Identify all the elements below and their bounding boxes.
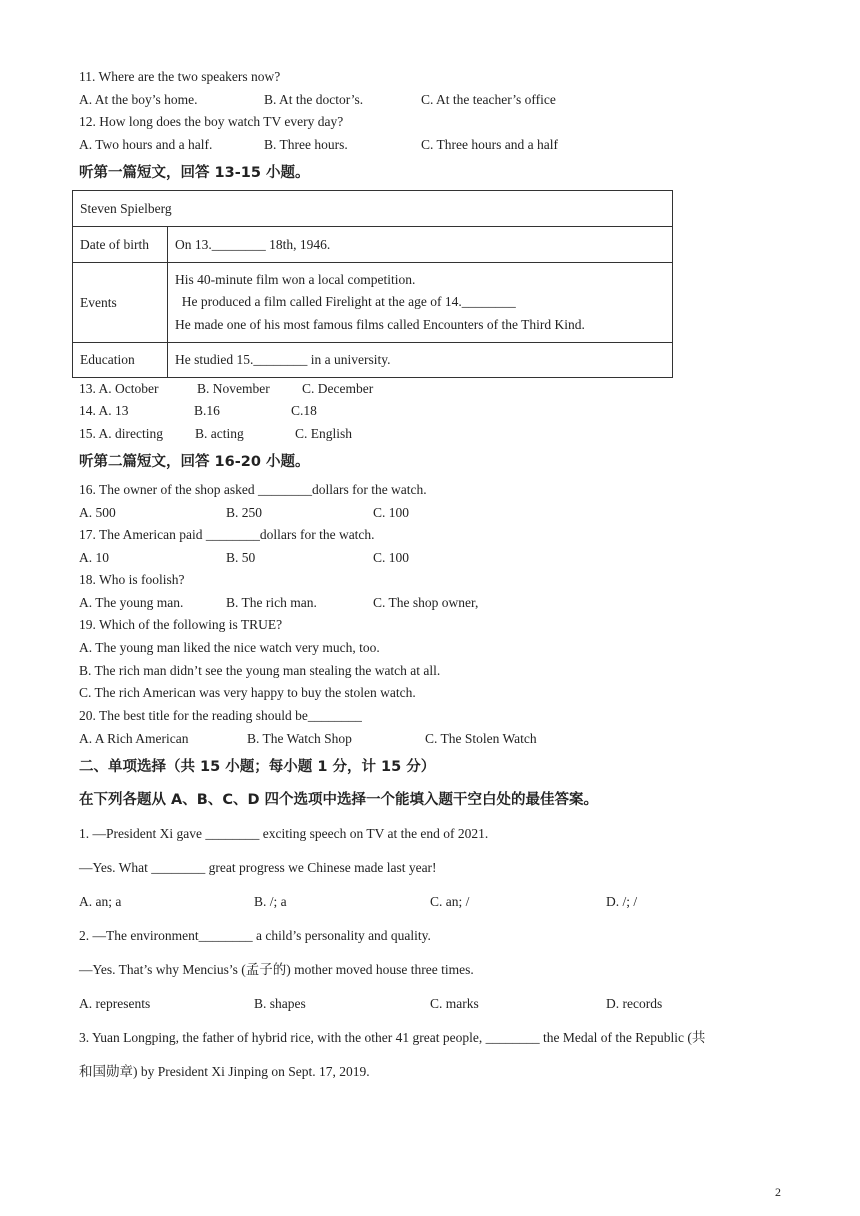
q16-option-c: C. 100: [373, 505, 410, 520]
table-row-content: On 13.________ 18th, 1946.: [168, 227, 673, 263]
table-row-label: Events: [73, 263, 168, 343]
table-title: Steven Spielberg: [73, 191, 673, 227]
q16-option-b: B. 250: [226, 505, 263, 520]
section-2-title: 二、单项选择（共 15 小题；每小题 1 分，计 15 分）: [79, 759, 436, 775]
s2-q3-line2: 和国勋章) by President Xi Jinping on Sept. 17, 2019.: [79, 1064, 370, 1079]
q18-option-c: C. The shop owner,: [373, 595, 479, 610]
s2-q2-option-c: C. marks: [430, 996, 479, 1011]
q17-option-a: A. 10: [79, 550, 109, 565]
q14-option-b: B.16: [194, 403, 220, 418]
q19-option-a: A. The young man liked the nice watch very much, too.: [79, 640, 380, 655]
s2-q1-option-a: A. an; a: [79, 894, 122, 909]
q13-option-b: B. November: [197, 381, 270, 396]
spielberg-info-table: [72, 190, 673, 378]
s2-q2-option-d: D. records: [606, 996, 663, 1011]
q11-option-b: B. At the doctor’s.: [264, 92, 364, 107]
q16-question: 16. The owner of the shop asked ________dollars for the watch.: [79, 482, 427, 497]
table-row-content: [168, 263, 673, 343]
q20-option-c: C. The Stolen Watch: [425, 731, 537, 746]
q16-option-a: A. 500: [79, 505, 116, 520]
q18-question: 18. Who is foolish?: [79, 572, 185, 587]
s2-q1-option-c: C. an; /: [430, 894, 470, 909]
table-row-content: He studied 15.________ in a university.: [168, 343, 673, 378]
q15-option-a: 15. A. directing: [79, 426, 163, 441]
s2-q1-option-b: B. /; a: [254, 894, 287, 909]
q11-question: 11. Where are the two speakers now?: [79, 69, 281, 84]
table-row: [73, 227, 673, 263]
q14-option-a: 14. A. 13: [79, 403, 129, 418]
section-heading-passage-1: 听第一篇短文，回答 13-15 小题。: [79, 165, 310, 181]
table-row-label: Education: [73, 343, 168, 378]
event-line: His 40-minute film won a local competition.: [175, 271, 416, 287]
q18-option-a: A. The young man.: [79, 595, 184, 610]
q19-option-c: C. The rich American was very happy to buy the stolen watch.: [79, 685, 416, 700]
q17-question: 17. The American paid ________dollars for the watch.: [79, 527, 375, 542]
q18-option-b: B. The rich man.: [226, 595, 317, 610]
s2-q1-line2: —Yes. What ________ great progress we Chinese made last year!: [79, 860, 437, 875]
q15-option-b: B. acting: [195, 426, 244, 441]
q12-option-c: C. Three hours and a half: [421, 137, 558, 152]
section-2-instruction: 在下列各题从 A、B、C、D 四个选项中选择一个能填入题干空白处的最佳答案。: [79, 792, 599, 808]
page-number: 2: [775, 1185, 781, 1199]
q20-option-b: B. The Watch Shop: [247, 731, 352, 746]
q11-option-c: C. At the teacher’s office: [421, 92, 556, 107]
event-line: He made one of his most famous films called Encounters of the Third Kind.: [175, 316, 585, 332]
q17-option-c: C. 100: [373, 550, 410, 565]
table-row: [73, 263, 673, 343]
s2-q3-line1: 3. Yuan Longping, the father of hybrid rice, with the other 41 great people, ________ the Medal of the Republic (共: [79, 1030, 706, 1045]
section-heading-passage-2: 听第二篇短文，回答 16-20 小题。: [79, 454, 310, 470]
event-line: He produced a film called Firelight at the age of 14.________: [175, 294, 516, 310]
q19-question: 19. Which of the following is TRUE?: [79, 617, 283, 632]
q17-option-b: B. 50: [226, 550, 256, 565]
s2-q2-line2: —Yes. That’s why Mencius’s (孟子的) mother moved house three times.: [79, 962, 474, 977]
q12-option-b: B. Three hours.: [264, 137, 348, 152]
table-row-label: Date of birth: [73, 227, 168, 263]
q14-option-c: C.18: [291, 403, 317, 418]
q20-option-a: A. A Rich American: [79, 731, 189, 746]
s2-q1-option-d: D. /; /: [606, 894, 638, 909]
s2-q2-line1: 2. —The environment________ a child’s personality and quality.: [79, 928, 431, 943]
q20-question: 20. The best title for the reading should be________: [79, 708, 362, 723]
q12-question: 12. How long does the boy watch TV every day?: [79, 114, 344, 129]
q13-option-a: 13. A. October: [79, 381, 159, 396]
s2-q2-option-b: B. shapes: [254, 996, 306, 1011]
q13-option-c: C. December: [302, 381, 374, 396]
s2-q1-line1: 1. —President Xi gave ________ exciting speech on TV at the end of 2021.: [79, 826, 489, 841]
q12-option-a: A. Two hours and a half.: [79, 137, 213, 152]
s2-q2-option-a: A. represents: [79, 996, 151, 1011]
q15-option-c: C. English: [295, 426, 353, 441]
q11-option-a: A. At the boy’s home.: [79, 92, 198, 107]
q19-option-b: B. The rich man didn’t see the young man stealing the watch at all.: [79, 663, 441, 678]
table-row: [73, 343, 673, 378]
